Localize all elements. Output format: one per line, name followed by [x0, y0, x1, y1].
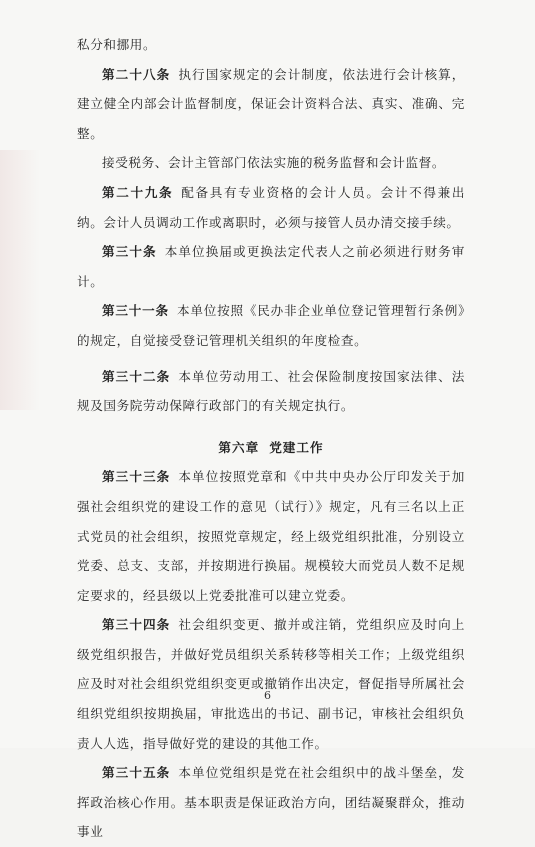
article-number: 第三十四条 — [102, 617, 171, 633]
article-text: 本单位党组织是党在社会组织中的战斗堡垒，发挥政治核心作用。基本职责是保证政治方向，团结凝聚群众，推动事业 — [77, 765, 465, 840]
article-text: 本单位劳动用工、社会保险制度按国家法律、法规及国务院劳动保障行政部门的有关规定执行。 — [77, 368, 465, 414]
article-31 — [77, 296, 465, 355]
article-number: 第二十九条 — [102, 184, 174, 200]
paragraph — [77, 30, 465, 60]
article-text: 配备具有专业资格的会计人员。会计不得兼出纳。会计人员调动工作或离职时，必须与接管人员办清交接手续。 — [77, 184, 466, 230]
chapter-title: 党建工作 — [269, 439, 324, 455]
article-number: 第三十条 — [102, 244, 157, 260]
article-number: 第三十二条 — [102, 368, 171, 384]
article-34 — [77, 610, 465, 758]
article-28 — [77, 60, 465, 149]
article-text: 社会组织变更、撤并或注销，党组织应及时向上级党组织报告，并做好党员组织关系转移等相关工作；上级党组织应及时对社会组织党组织变更或撤销作出决定，督促指导所属社会组织党组织按期换届，审批选出的书记、副书记，审核社会组织负责人人选，指导做好党的建设的其他工作。 — [77, 617, 465, 751]
page-number: 6 — [264, 689, 271, 702]
article-number: 第二十八条 — [102, 66, 171, 82]
margin-stain — [0, 150, 40, 410]
article-29 — [77, 178, 465, 237]
article-number: 第三十三条 — [102, 469, 171, 485]
chapter-heading — [77, 433, 465, 463]
article-text: 执行国家规定的会计制度，依法进行会计核算，建立健全内部会计监督制度，保证会计资料合法、真实、准确、完整。 — [77, 66, 465, 141]
paragraph-text: 接受税务、会计主管部门依法实施的税务监督和会计监督。 — [102, 155, 446, 171]
article-33 — [77, 462, 465, 610]
article-number: 第三十五条 — [102, 765, 171, 781]
paragraph — [77, 148, 465, 178]
article-30 — [77, 237, 465, 296]
article-32 — [77, 362, 465, 421]
article-text: 本单位按照党章和《中共中央办公厅印发关于加强社会组织党的建设工作的意见（试行）》规定，凡有三名以上正式党员的社会组织，按照党章规定，经上级党组织批准，分别设立党委、总支、支部，并按期进行换届。规模较大而党员人数不足规定要求的，经县级以上党委批准可以建立党委。 — [77, 469, 465, 603]
chapter-number: 第六章 — [218, 439, 260, 455]
article-35 — [77, 758, 465, 847]
document-body — [77, 30, 465, 847]
article-text: 本单位按照《民办非企业单位登记管理暂行条例》的规定，自觉接受登记管理机关组织的年度检查。 — [77, 303, 466, 348]
article-text: 本单位换届或更换法定代表人之前必须进行财务审计。 — [77, 244, 465, 289]
article-number: 第三十一条 — [102, 303, 169, 319]
paragraph-text: 私分和挪用。 — [77, 37, 157, 52]
